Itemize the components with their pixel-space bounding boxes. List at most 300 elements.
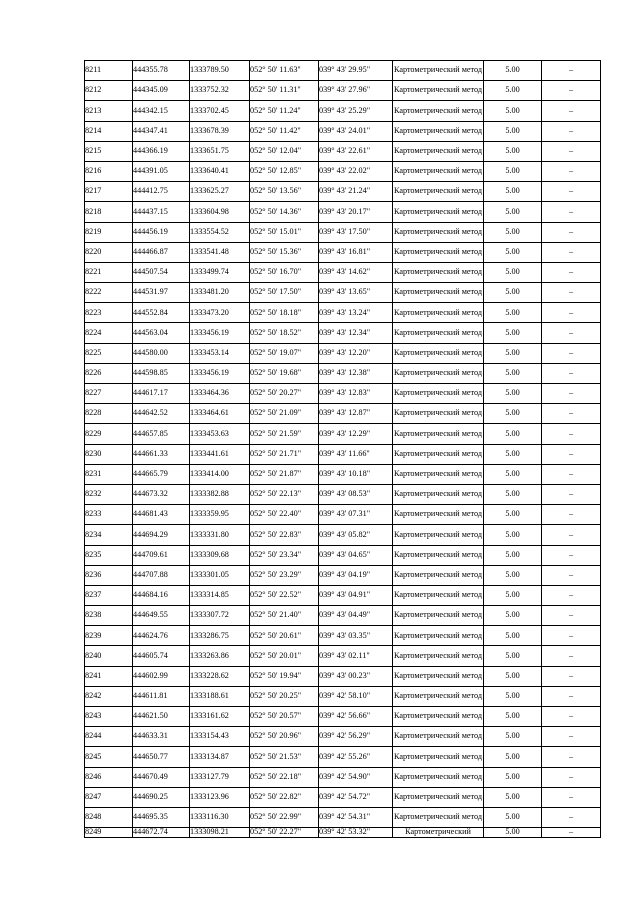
note-cell: –: [542, 828, 601, 838]
method-cell: Картометрический метод: [393, 646, 484, 666]
table-row: [85, 61, 601, 81]
longitude-cell: 039° 43' 12.29": [319, 424, 393, 444]
y-coordinate-cell: 1333309.68: [190, 545, 250, 565]
x-coordinate-cell: 444531.97: [133, 283, 190, 303]
latitude-cell: 052° 50' 21.09": [250, 404, 319, 424]
point-number-cell: 8241: [85, 666, 133, 686]
longitude-cell: 039° 43' 22.02": [319, 161, 393, 181]
note-cell: –: [542, 363, 601, 383]
longitude-cell: 039° 43' 04.19": [319, 565, 393, 585]
table-row: [85, 444, 601, 464]
longitude-cell: 039° 43' 05.82": [319, 525, 393, 545]
longitude-cell: 039° 43' 29.95": [319, 61, 393, 81]
y-coordinate-cell: 1333604.98: [190, 202, 250, 222]
accuracy-cell: 5.00: [484, 424, 542, 444]
accuracy-cell: 5.00: [484, 606, 542, 626]
point-number-cell: 8248: [85, 807, 133, 827]
table-row: [85, 585, 601, 605]
point-number-cell: 8220: [85, 242, 133, 262]
accuracy-cell: 5.00: [484, 545, 542, 565]
y-coordinate-cell: 1333134.87: [190, 747, 250, 767]
note-cell: –: [542, 242, 601, 262]
method-cell: Картометрический метод: [393, 121, 484, 141]
accuracy-cell: 5.00: [484, 81, 542, 101]
point-number-cell: 8245: [85, 747, 133, 767]
accuracy-cell: 5.00: [484, 384, 542, 404]
y-coordinate-cell: 1333098.21: [190, 828, 250, 838]
y-coordinate-cell: 1333499.74: [190, 262, 250, 282]
x-coordinate-cell: 444456.19: [133, 222, 190, 242]
method-cell: Картометрический метод: [393, 444, 484, 464]
note-cell: –: [542, 161, 601, 181]
longitude-cell: 039° 43' 21.24": [319, 182, 393, 202]
longitude-cell: 039° 43' 12.20": [319, 343, 393, 363]
longitude-cell: 039° 42' 54.31": [319, 807, 393, 827]
table-row: [85, 202, 601, 222]
method-cell: Картометрический метод: [393, 545, 484, 565]
latitude-cell: 052° 50' 12.04": [250, 141, 319, 161]
point-number-cell: 8224: [85, 323, 133, 343]
point-number-cell: 8227: [85, 384, 133, 404]
note-cell: –: [542, 686, 601, 706]
latitude-cell: 052° 50' 16.70": [250, 262, 319, 282]
y-coordinate-cell: 1333127.79: [190, 767, 250, 787]
longitude-cell: 039° 43' 04.49": [319, 606, 393, 626]
point-number-cell: 8230: [85, 444, 133, 464]
table-row: [85, 222, 601, 242]
table-row: [85, 363, 601, 383]
y-coordinate-cell: 1333161.62: [190, 707, 250, 727]
note-cell: –: [542, 424, 601, 444]
x-coordinate-cell: 444602.99: [133, 666, 190, 686]
latitude-cell: 052° 50' 11.24": [250, 101, 319, 121]
note-cell: –: [542, 727, 601, 747]
point-number-cell: 8228: [85, 404, 133, 424]
x-coordinate-cell: 444707.88: [133, 565, 190, 585]
method-cell: Картометрический метод: [393, 262, 484, 282]
note-cell: –: [542, 545, 601, 565]
latitude-cell: 052° 50' 22.40": [250, 505, 319, 525]
y-coordinate-cell: 1333752.32: [190, 81, 250, 101]
x-coordinate-cell: 444366.19: [133, 141, 190, 161]
x-coordinate-cell: 444598.85: [133, 363, 190, 383]
y-coordinate-cell: 1333301.05: [190, 565, 250, 585]
point-number-cell: 8249: [85, 828, 133, 838]
method-cell: Картометрический метод: [393, 464, 484, 484]
x-coordinate-cell: 444633.31: [133, 727, 190, 747]
point-number-cell: 8223: [85, 303, 133, 323]
table-row: [85, 262, 601, 282]
method-cell: Картометрический метод: [393, 666, 484, 686]
method-cell: Картометрический метод: [393, 303, 484, 323]
point-number-cell: 8225: [85, 343, 133, 363]
x-coordinate-cell: 444437.15: [133, 202, 190, 222]
note-cell: –: [542, 101, 601, 121]
longitude-cell: 039° 43' 00.23": [319, 666, 393, 686]
accuracy-cell: 5.00: [484, 222, 542, 242]
x-coordinate-cell: 444650.77: [133, 747, 190, 767]
table-body: [85, 61, 601, 838]
accuracy-cell: 5.00: [484, 61, 542, 81]
y-coordinate-cell: 1333263.86: [190, 646, 250, 666]
accuracy-cell: 5.00: [484, 707, 542, 727]
accuracy-cell: 5.00: [484, 323, 542, 343]
method-cell: Картометрический метод: [393, 141, 484, 161]
method-cell: Картометрический метод: [393, 242, 484, 262]
method-cell: Картометрический метод: [393, 807, 484, 827]
note-cell: –: [542, 182, 601, 202]
y-coordinate-cell: 1333789.50: [190, 61, 250, 81]
note-cell: –: [542, 81, 601, 101]
latitude-cell: 052° 50' 11.63": [250, 61, 319, 81]
method-cell: Картометрический метод: [393, 484, 484, 504]
table-row: [85, 242, 601, 262]
method-cell: Картометрический метод: [393, 505, 484, 525]
method-cell: Картометрический метод: [393, 747, 484, 767]
latitude-cell: 052° 50' 22.82": [250, 787, 319, 807]
table-row: [85, 323, 601, 343]
y-coordinate-cell: 1333286.75: [190, 626, 250, 646]
latitude-cell: 052° 50' 13.56": [250, 182, 319, 202]
accuracy-cell: 5.00: [484, 747, 542, 767]
latitude-cell: 052° 50' 20.61": [250, 626, 319, 646]
y-coordinate-cell: 1333625.27: [190, 182, 250, 202]
table-row: [85, 404, 601, 424]
table-row: [85, 505, 601, 525]
note-cell: –: [542, 646, 601, 666]
x-coordinate-cell: 444665.79: [133, 464, 190, 484]
point-number-cell: 8247: [85, 787, 133, 807]
point-number-cell: 8243: [85, 707, 133, 727]
x-coordinate-cell: 444657.85: [133, 424, 190, 444]
point-number-cell: 8221: [85, 262, 133, 282]
accuracy-cell: 5.00: [484, 626, 542, 646]
longitude-cell: 039° 43' 12.83": [319, 384, 393, 404]
y-coordinate-cell: 1333453.14: [190, 343, 250, 363]
point-number-cell: 8231: [85, 464, 133, 484]
x-coordinate-cell: 444709.61: [133, 545, 190, 565]
note-cell: –: [542, 707, 601, 727]
latitude-cell: 052° 50' 21.59": [250, 424, 319, 444]
note-cell: –: [542, 807, 601, 827]
latitude-cell: 052° 50' 17.50": [250, 283, 319, 303]
accuracy-cell: 5.00: [484, 101, 542, 121]
point-number-cell: 8237: [85, 585, 133, 605]
table-row: [85, 787, 601, 807]
note-cell: –: [542, 505, 601, 525]
accuracy-cell: 5.00: [484, 262, 542, 282]
longitude-cell: 039° 43' 07.31": [319, 505, 393, 525]
y-coordinate-cell: 1333154.43: [190, 727, 250, 747]
x-coordinate-cell: 444391.05: [133, 161, 190, 181]
x-coordinate-cell: 444624.76: [133, 626, 190, 646]
latitude-cell: 052° 50' 18.52": [250, 323, 319, 343]
latitude-cell: 052° 50' 20.96": [250, 727, 319, 747]
method-cell: Картометрический метод: [393, 606, 484, 626]
x-coordinate-cell: 444355.78: [133, 61, 190, 81]
method-cell: Картометрический метод: [393, 61, 484, 81]
table-row: [85, 747, 601, 767]
note-cell: –: [542, 525, 601, 545]
table-row: [85, 424, 601, 444]
table-row: [85, 384, 601, 404]
point-number-cell: 8233: [85, 505, 133, 525]
note-cell: –: [542, 262, 601, 282]
method-cell: Картометрический: [393, 828, 484, 838]
note-cell: –: [542, 666, 601, 686]
point-number-cell: 8211: [85, 61, 133, 81]
longitude-cell: 039° 42' 56.66": [319, 707, 393, 727]
longitude-cell: 039° 43' 13.24": [319, 303, 393, 323]
table-row: [85, 565, 601, 585]
table-row: [85, 283, 601, 303]
y-coordinate-cell: 1333228.62: [190, 666, 250, 686]
note-cell: –: [542, 484, 601, 504]
point-number-cell: 8238: [85, 606, 133, 626]
note-cell: –: [542, 141, 601, 161]
longitude-cell: 039° 42' 55.26": [319, 747, 393, 767]
method-cell: Картометрический метод: [393, 565, 484, 585]
latitude-cell: 052° 50' 11.42": [250, 121, 319, 141]
accuracy-cell: 5.00: [484, 202, 542, 222]
latitude-cell: 052° 50' 22.52": [250, 585, 319, 605]
x-coordinate-cell: 444345.09: [133, 81, 190, 101]
table-row: [85, 767, 601, 787]
method-cell: Картометрический метод: [393, 323, 484, 343]
accuracy-cell: 5.00: [484, 404, 542, 424]
method-cell: Картометрический метод: [393, 222, 484, 242]
latitude-cell: 052° 50' 22.18": [250, 767, 319, 787]
accuracy-cell: 5.00: [484, 303, 542, 323]
longitude-cell: 039° 43' 02.11": [319, 646, 393, 666]
method-cell: Картометрический метод: [393, 585, 484, 605]
x-coordinate-cell: 444694.29: [133, 525, 190, 545]
method-cell: Картометрический метод: [393, 787, 484, 807]
point-number-cell: 8212: [85, 81, 133, 101]
accuracy-cell: 5.00: [484, 828, 542, 838]
method-cell: Картометрический метод: [393, 101, 484, 121]
x-coordinate-cell: 444580.00: [133, 343, 190, 363]
latitude-cell: 052° 50' 22.99": [250, 807, 319, 827]
x-coordinate-cell: 444672.74: [133, 828, 190, 838]
y-coordinate-cell: 1333464.36: [190, 384, 250, 404]
table-row: [85, 484, 601, 504]
point-number-cell: 8246: [85, 767, 133, 787]
table-row: [85, 141, 601, 161]
y-coordinate-cell: 1333651.75: [190, 141, 250, 161]
y-coordinate-cell: 1333481.20: [190, 283, 250, 303]
point-number-cell: 8242: [85, 686, 133, 706]
method-cell: Картометрический метод: [393, 727, 484, 747]
note-cell: –: [542, 404, 601, 424]
accuracy-cell: 5.00: [484, 807, 542, 827]
x-coordinate-cell: 444552.84: [133, 303, 190, 323]
method-cell: Картометрический метод: [393, 202, 484, 222]
note-cell: –: [542, 585, 601, 605]
y-coordinate-cell: 1333307.72: [190, 606, 250, 626]
x-coordinate-cell: 444681.43: [133, 505, 190, 525]
x-coordinate-cell: 444673.32: [133, 484, 190, 504]
method-cell: Картометрический метод: [393, 384, 484, 404]
longitude-cell: 039° 42' 58.10": [319, 686, 393, 706]
x-coordinate-cell: 444642.52: [133, 404, 190, 424]
method-cell: Картометрический метод: [393, 161, 484, 181]
latitude-cell: 052° 50' 21.40": [250, 606, 319, 626]
point-number-cell: 8222: [85, 283, 133, 303]
x-coordinate-cell: 444605.74: [133, 646, 190, 666]
y-coordinate-cell: 1333331.80: [190, 525, 250, 545]
accuracy-cell: 5.00: [484, 484, 542, 504]
latitude-cell: 052° 50' 22.27": [250, 828, 319, 838]
latitude-cell: 052° 50' 14.36": [250, 202, 319, 222]
point-number-cell: 8235: [85, 545, 133, 565]
accuracy-cell: 5.00: [484, 565, 542, 585]
x-coordinate-cell: 444611.81: [133, 686, 190, 706]
latitude-cell: 052° 50' 21.53": [250, 747, 319, 767]
method-cell: Картометрический метод: [393, 182, 484, 202]
method-cell: Картометрический метод: [393, 363, 484, 383]
method-cell: Картометрический метод: [393, 707, 484, 727]
note-cell: –: [542, 444, 601, 464]
table-row: [85, 807, 601, 827]
x-coordinate-cell: 444661.33: [133, 444, 190, 464]
x-coordinate-cell: 444621.50: [133, 707, 190, 727]
method-cell: Картометрический метод: [393, 767, 484, 787]
longitude-cell: 039° 43' 11.66": [319, 444, 393, 464]
accuracy-cell: 5.00: [484, 505, 542, 525]
x-coordinate-cell: 444695.35: [133, 807, 190, 827]
y-coordinate-cell: 1333554.52: [190, 222, 250, 242]
table-row: [85, 626, 601, 646]
point-number-cell: 8218: [85, 202, 133, 222]
longitude-cell: 039° 43' 03.35": [319, 626, 393, 646]
latitude-cell: 052° 50' 23.29": [250, 565, 319, 585]
accuracy-cell: 5.00: [484, 242, 542, 262]
table-row: [85, 727, 601, 747]
latitude-cell: 052° 50' 21.71": [250, 444, 319, 464]
latitude-cell: 052° 50' 20.57": [250, 707, 319, 727]
method-cell: Картометрический метод: [393, 626, 484, 646]
latitude-cell: 052° 50' 22.13": [250, 484, 319, 504]
note-cell: –: [542, 626, 601, 646]
y-coordinate-cell: 1333359.95: [190, 505, 250, 525]
accuracy-cell: 5.00: [484, 727, 542, 747]
x-coordinate-cell: 444412.75: [133, 182, 190, 202]
point-number-cell: 8229: [85, 424, 133, 444]
method-cell: Картометрический метод: [393, 283, 484, 303]
y-coordinate-cell: 1333678.39: [190, 121, 250, 141]
table-row: [85, 545, 601, 565]
longitude-cell: 039° 43' 08.53": [319, 484, 393, 504]
note-cell: –: [542, 222, 601, 242]
accuracy-cell: 5.00: [484, 686, 542, 706]
accuracy-cell: 5.00: [484, 646, 542, 666]
table-row: [85, 686, 601, 706]
method-cell: Картометрический метод: [393, 424, 484, 444]
x-coordinate-cell: 444347.41: [133, 121, 190, 141]
method-cell: Картометрический метод: [393, 686, 484, 706]
accuracy-cell: 5.00: [484, 767, 542, 787]
latitude-cell: 052° 50' 19.07": [250, 343, 319, 363]
table-row: [85, 646, 601, 666]
latitude-cell: 052° 50' 21.87": [250, 464, 319, 484]
accuracy-cell: 5.00: [484, 525, 542, 545]
y-coordinate-cell: 1333123.96: [190, 787, 250, 807]
latitude-cell: 052° 50' 12.85": [250, 161, 319, 181]
longitude-cell: 039° 43' 04.91": [319, 585, 393, 605]
latitude-cell: 052° 50' 11.31": [250, 81, 319, 101]
y-coordinate-cell: 1333116.30: [190, 807, 250, 827]
point-number-cell: 8216: [85, 161, 133, 181]
table-row: [85, 606, 601, 626]
table-row: [85, 303, 601, 323]
latitude-cell: 052° 50' 20.01": [250, 646, 319, 666]
note-cell: –: [542, 61, 601, 81]
longitude-cell: 039° 43' 12.38": [319, 363, 393, 383]
accuracy-cell: 5.00: [484, 141, 542, 161]
note-cell: –: [542, 202, 601, 222]
point-number-cell: 8213: [85, 101, 133, 121]
latitude-cell: 052° 50' 23.34": [250, 545, 319, 565]
longitude-cell: 039° 43' 22.61": [319, 141, 393, 161]
latitude-cell: 052° 50' 20.25": [250, 686, 319, 706]
accuracy-cell: 5.00: [484, 464, 542, 484]
longitude-cell: 039° 43' 04.65": [319, 545, 393, 565]
method-cell: Картометрический метод: [393, 525, 484, 545]
longitude-cell: 039° 42' 54.90": [319, 767, 393, 787]
y-coordinate-cell: 1333314.85: [190, 585, 250, 605]
longitude-cell: 039° 43' 27.96": [319, 81, 393, 101]
x-coordinate-cell: 444690.25: [133, 787, 190, 807]
accuracy-cell: 5.00: [484, 161, 542, 181]
y-coordinate-cell: 1333456.19: [190, 323, 250, 343]
x-coordinate-cell: 444684.16: [133, 585, 190, 605]
y-coordinate-cell: 1333453.63: [190, 424, 250, 444]
accuracy-cell: 5.00: [484, 666, 542, 686]
x-coordinate-cell: 444507.54: [133, 262, 190, 282]
longitude-cell: 039° 42' 56.29": [319, 727, 393, 747]
longitude-cell: 039° 43' 13.65": [319, 283, 393, 303]
method-cell: Картометрический метод: [393, 81, 484, 101]
note-cell: –: [542, 303, 601, 323]
longitude-cell: 039° 43' 25.29": [319, 101, 393, 121]
point-number-cell: 8214: [85, 121, 133, 141]
longitude-cell: 039° 43' 12.34": [319, 323, 393, 343]
latitude-cell: 052° 50' 19.94": [250, 666, 319, 686]
table-row: [85, 464, 601, 484]
longitude-cell: 039° 42' 53.32": [319, 828, 393, 838]
point-number-cell: 8236: [85, 565, 133, 585]
x-coordinate-cell: 444342.15: [133, 101, 190, 121]
y-coordinate-cell: 1333464.61: [190, 404, 250, 424]
y-coordinate-cell: 1333456.19: [190, 363, 250, 383]
y-coordinate-cell: 1333640.41: [190, 161, 250, 181]
longitude-cell: 039° 43' 20.17": [319, 202, 393, 222]
point-number-cell: 8215: [85, 141, 133, 161]
point-number-cell: 8239: [85, 626, 133, 646]
y-coordinate-cell: 1333541.48: [190, 242, 250, 262]
accuracy-cell: 5.00: [484, 283, 542, 303]
table-row: [85, 828, 601, 838]
note-cell: –: [542, 121, 601, 141]
longitude-cell: 039° 43' 12.87": [319, 404, 393, 424]
longitude-cell: 039° 42' 54.72": [319, 787, 393, 807]
note-cell: –: [542, 606, 601, 626]
y-coordinate-cell: 1333473.20: [190, 303, 250, 323]
table-row: [85, 81, 601, 101]
latitude-cell: 052° 50' 20.27": [250, 384, 319, 404]
point-number-cell: 8226: [85, 363, 133, 383]
